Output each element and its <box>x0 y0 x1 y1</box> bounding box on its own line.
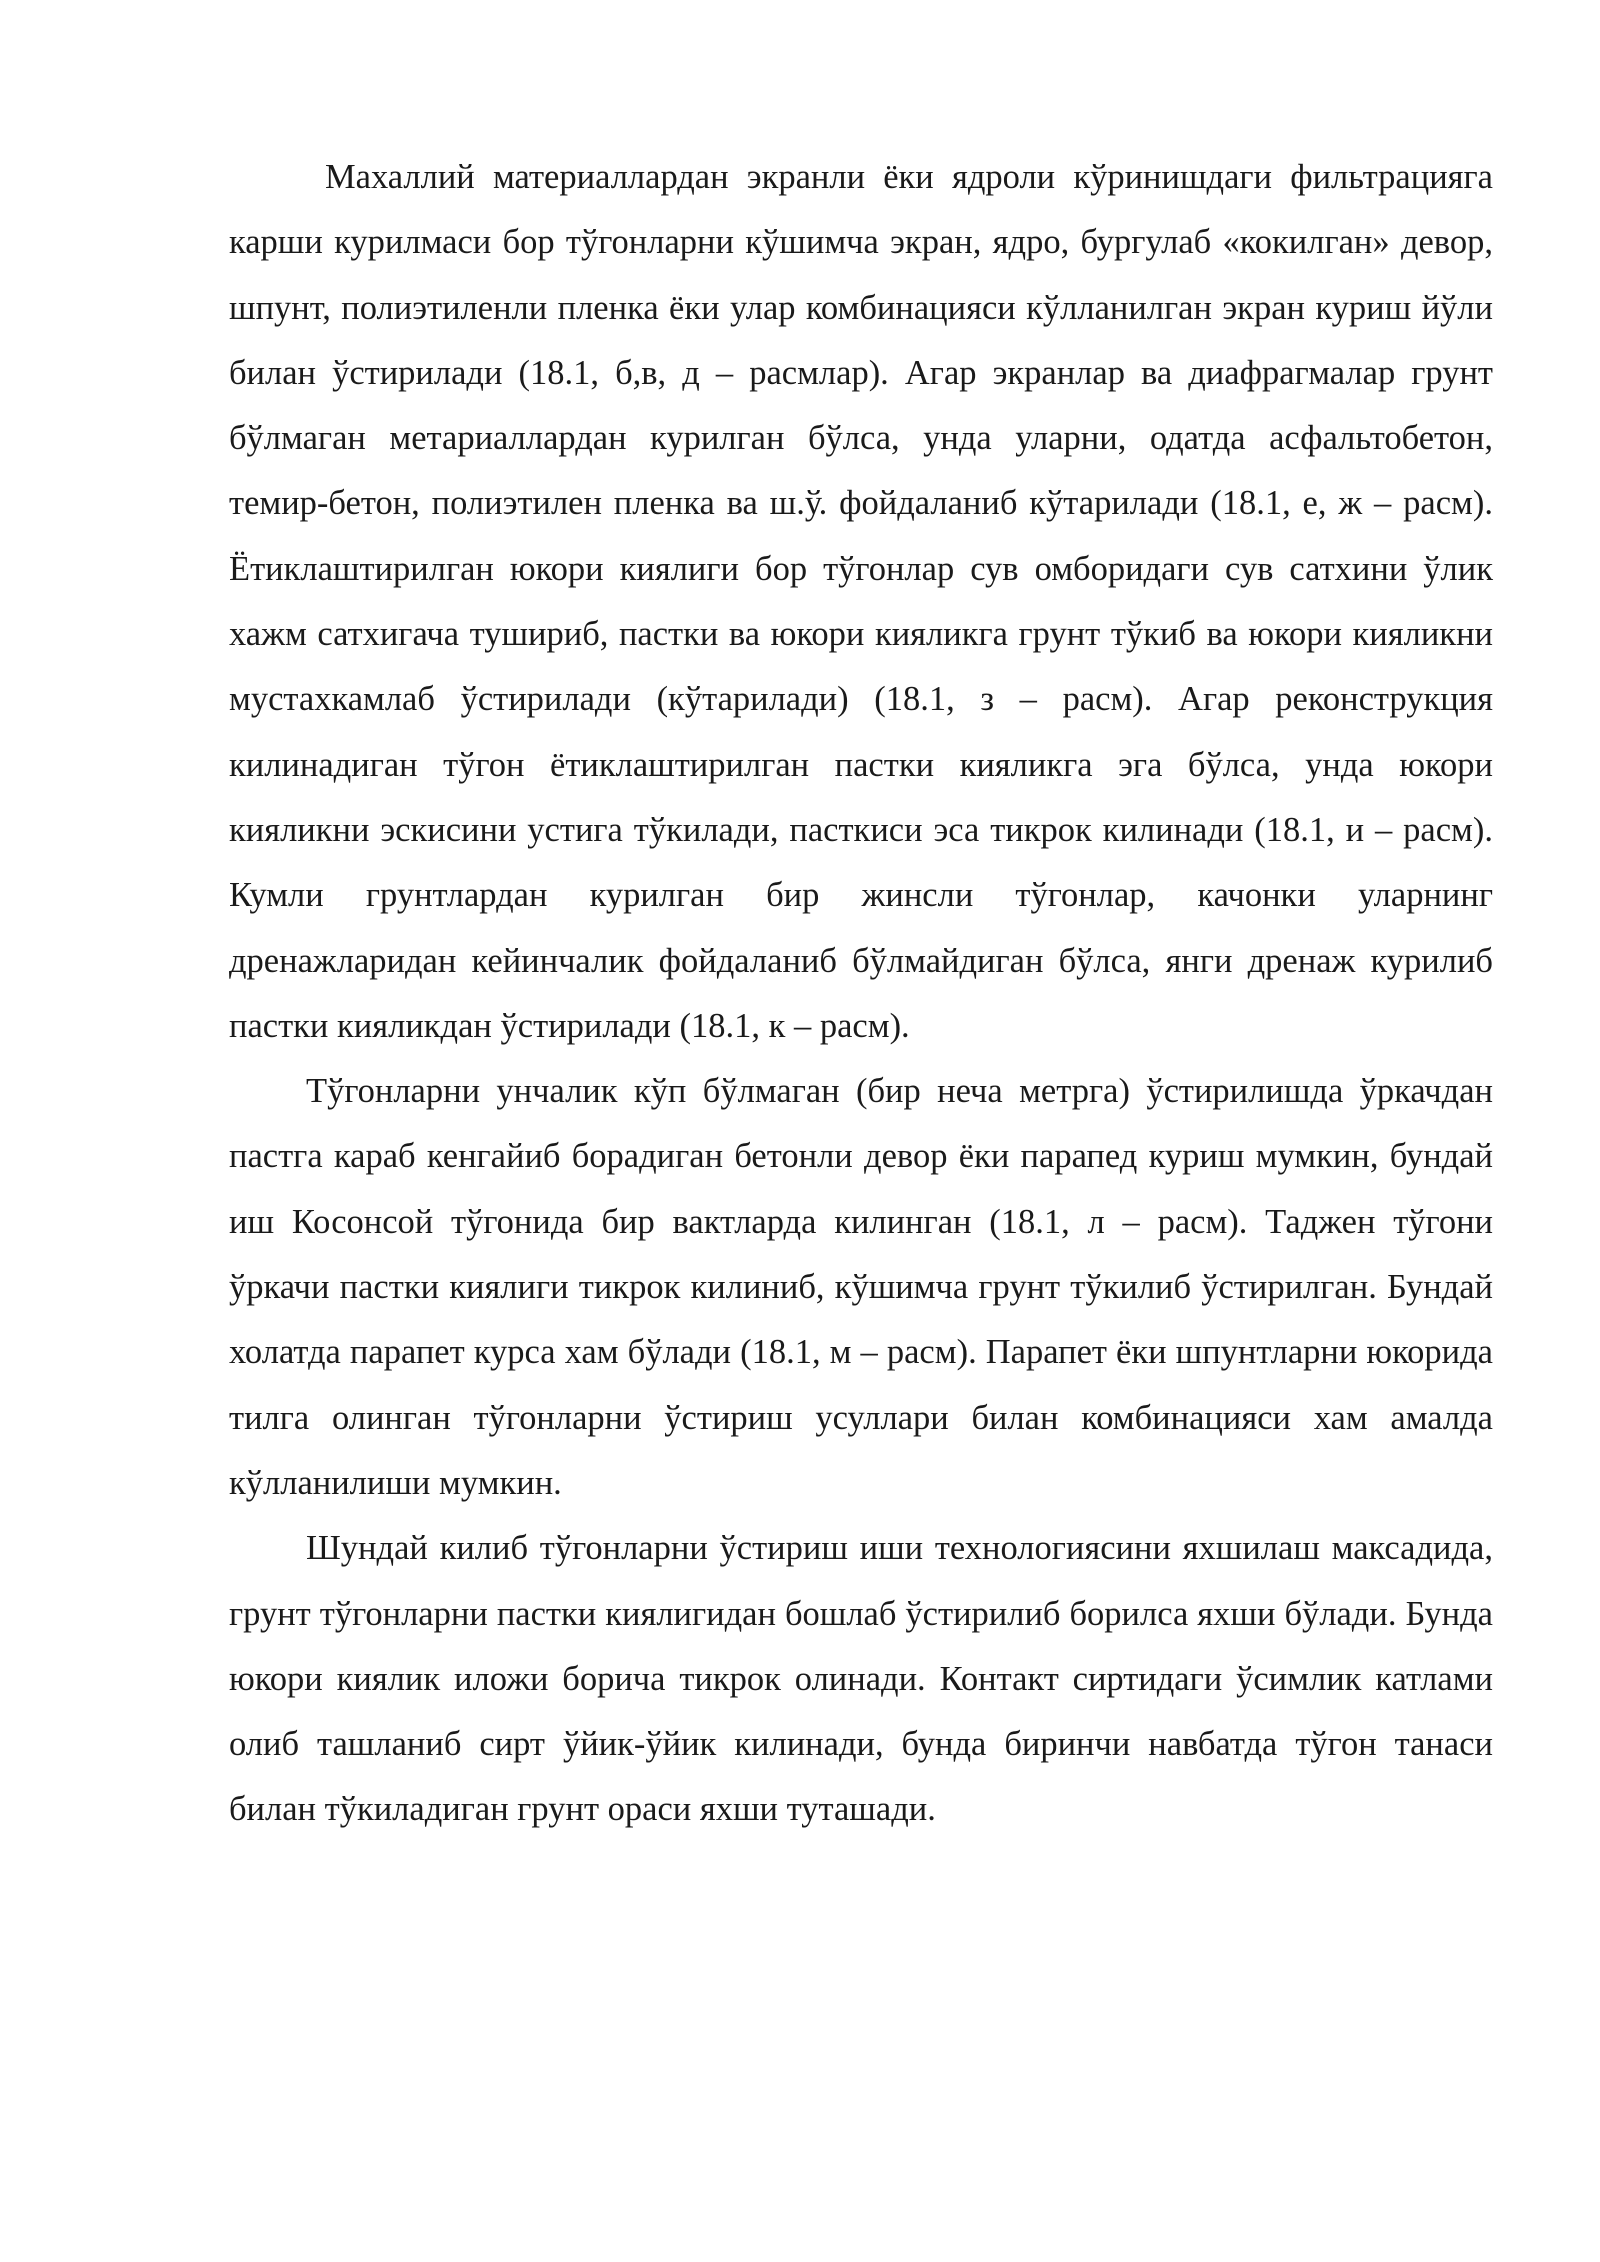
paragraph-1: Махаллий материаллардан экранли ёки ядроли кўринишдаги фильтрацияга карши курилмаси бор тўгонларни кўшимча экран, ядро, бургулаб «кокилган» девор, шпунт, полиэтиленли пленка ёки улар комбинацияси кўлланилган экран куриш йўли билан ўстирилади (18.1, б,в, д – расмлар). Агар экранлар ва диафрагмалар грунт бўлмаган метариаллардан курилган бўлса, унда уларни, одатда асфальтобетон, темир-бетон, полиэтилен пленка ва ш.ў. фойдаланиб кўтарилади (18.1, е, ж – расм). Ётиклаштирилган юкори киялиги бор тўгонлар сув омборидаги сув сатхини ўлик хажм сатхигача тушириб, пастки ва юкори кияликга грунт тўкиб ва юкори кияликни мустахкамлаб ўстирилади (кўтарилади) (18.1, з – расм). Агар реконструкция килинадиган тўгон ётиклаштирилган пастки кияликга эга бўлса, унда юкори кияликни эскисини устига тўкилади, пасткиси эса тикрок килинади (18.1, и – расм). Кумли грунтлардан курилган бир жинсли тўгонлар, качонки уларнинг дренажларидан кейинчалик фойдаланиб бўлмайдиган бўлса, янги дренаж курилиб пастки кияликдан ўстирилади (18.1, к – расм). <box>229 158 1493 1045</box>
paragraph-2: Тўгонларни унчалик кўп бўлмаган (бир неча метрга) ўстирилишда ўркачдан пастга караб кенгайиб борадиган бетонли девор ёки парапед куриш мумкин, бундай иш Косонсой тўгонида бир вактларда килинган (18.1, л – расм). Таджен тўгони ўркачи пастки киялиги тикрок килиниб, кўшимча грунт тўкилиб ўстирилган. Бундай холатда парапет курса хам бўлади (18.1, м – расм). Парапет ёки шпунтларни юкорида тилга олинган тўгонларни ўстириш усуллари билан комбинацияси хам амалда кўлланилиши мумкин. <box>229 1072 1493 1502</box>
paragraph-3: Шундай килиб тўгонларни ўстириш иши технологиясини яхшилаш максадида, грунт тўгонларни пастки киялигидан бошлаб ўстирилиб борилса яхши бўлади. Бунда юкори киялик иложи борича тикрок олинади. Контакт сиртидаги ўсимлик катлами олиб ташланиб сирт ўйик-ўйик килинади, бунда биринчи навбатда тўгон танаси билан тўкиладиган грунт ораси яхши туташади. <box>229 1529 1493 1829</box>
document-body <box>229 145 1493 1843</box>
